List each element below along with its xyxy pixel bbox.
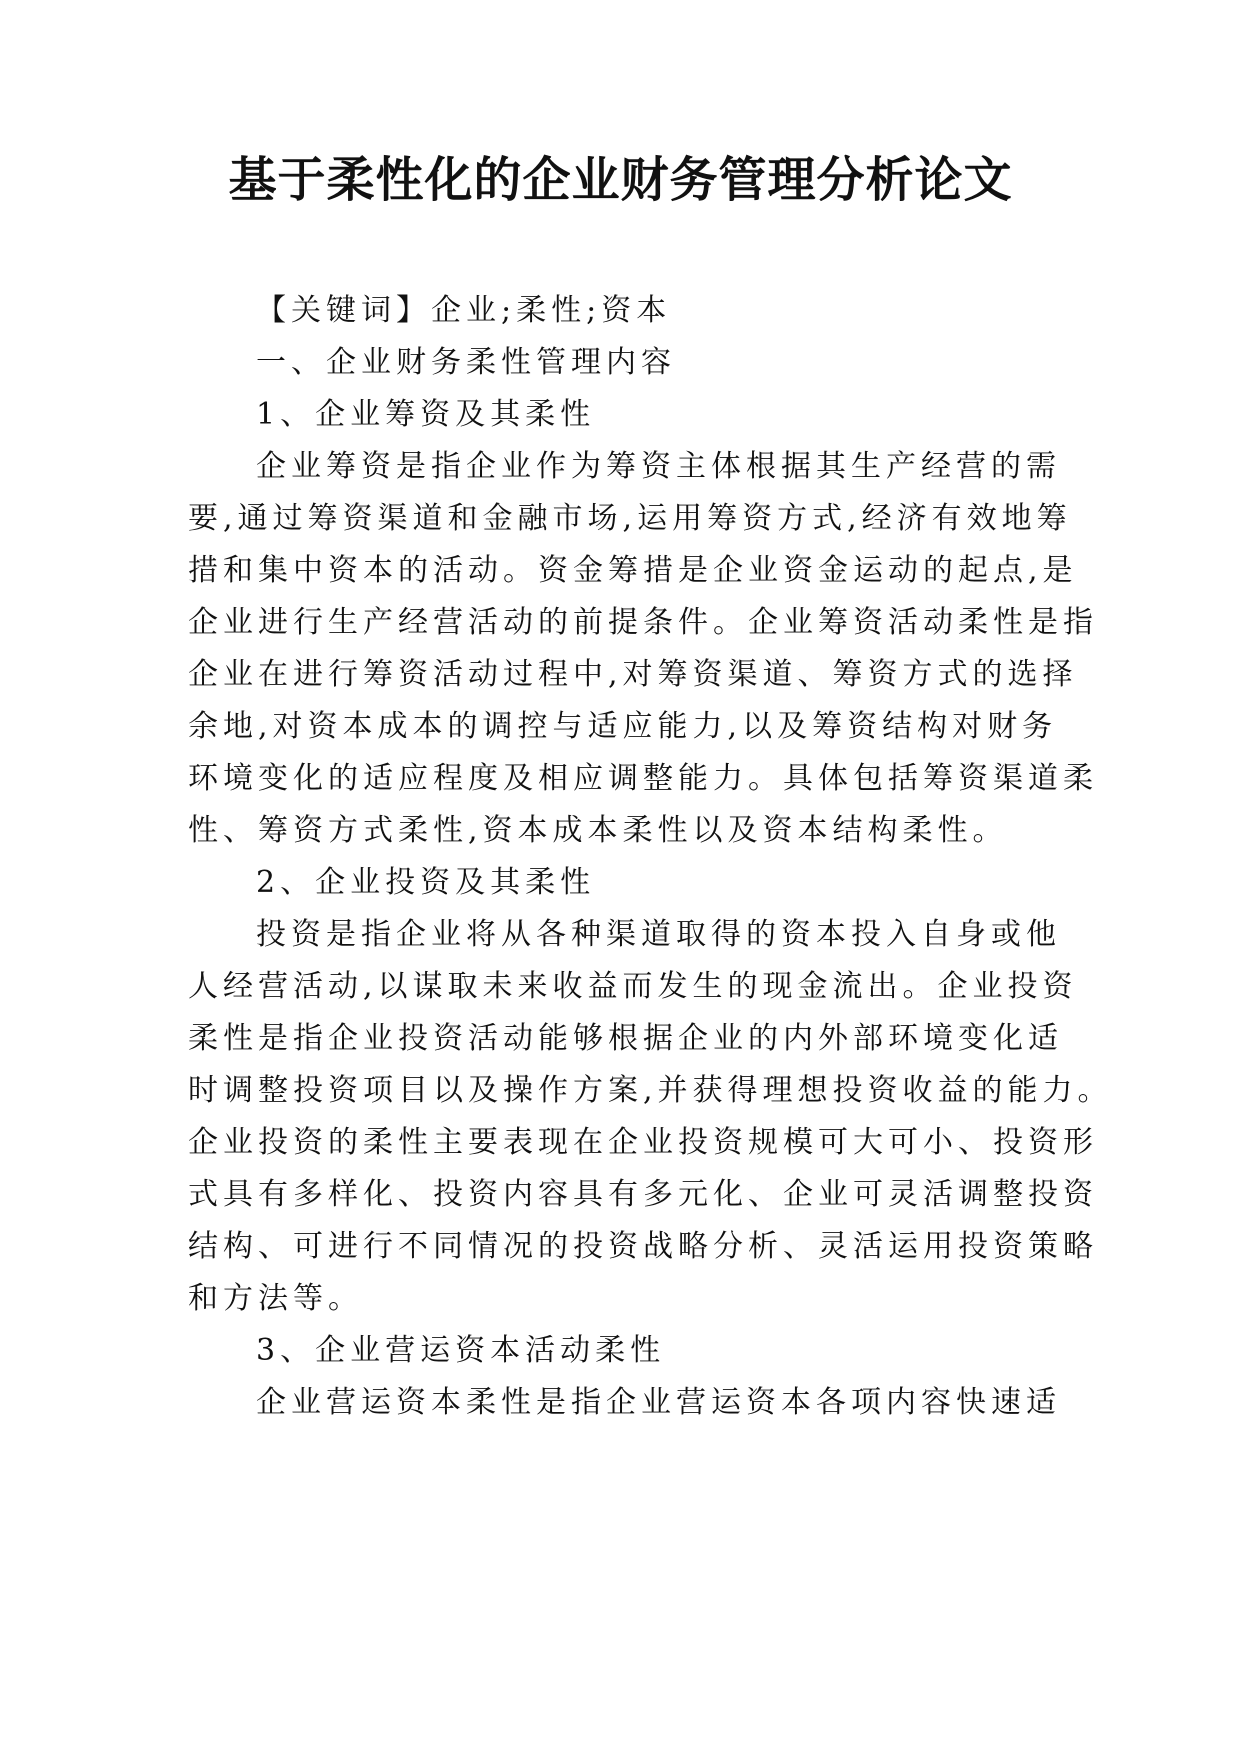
paragraph-line: 企业在进行筹资活动过程中,对筹资渠道、筹资方式的选择 bbox=[188, 657, 1078, 692]
subsection-heading: 3、企业营运资本活动柔性 bbox=[256, 1333, 666, 1368]
paragraph-line: 结构、可进行不同情况的投资战略分析、灵活运用投资策略 bbox=[188, 1229, 1098, 1264]
paragraph-line: 性、筹资方式柔性,资本成本柔性以及资本结构柔性。 bbox=[188, 813, 1008, 848]
subsection-heading: 2、企业投资及其柔性 bbox=[256, 865, 596, 900]
paragraph-line: 企业进行生产经营活动的前提条件。企业筹资活动柔性是指 bbox=[188, 605, 1098, 640]
document-body bbox=[188, 285, 1113, 1429]
paragraph-line: 余地,对资本成本的调控与适应能力,以及筹资结构对财务 bbox=[188, 709, 1058, 744]
paragraph-line: 要,通过筹资渠道和金融市场,运用筹资方式,经济有效地筹 bbox=[188, 501, 1072, 536]
paragraph-line: 式具有多样化、投资内容具有多元化、企业可灵活调整投资 bbox=[188, 1177, 1098, 1212]
section-heading: 一、企业财务柔性管理内容 bbox=[256, 345, 676, 380]
paragraph-line: 和方法等。 bbox=[188, 1281, 363, 1316]
paragraph-line: 柔性是指企业投资活动能够根据企业的内外部环境变化适 bbox=[188, 1021, 1063, 1056]
paragraph-investment bbox=[188, 909, 1113, 1325]
paragraph-line: 人经营活动,以谋取未来收益而发生的现金流出。企业投资 bbox=[188, 969, 1078, 1004]
paragraph-line: 企业投资的柔性主要表现在企业投资规模可大可小、投资形 bbox=[188, 1125, 1098, 1160]
paragraph-financing bbox=[188, 441, 1098, 857]
paragraph-line: 环境变化的适应程度及相应调整能力。具体包括筹资渠道柔 bbox=[188, 761, 1098, 796]
keywords-line: 【关键词】企业;柔性;资本 bbox=[256, 293, 672, 328]
document-title: 基于柔性化的企业财务管理分析论文 bbox=[228, 152, 1013, 208]
paragraph-working-capital bbox=[188, 1377, 1061, 1429]
paragraph-line: 企业筹资是指企业作为筹资主体根据其生产经营的需 bbox=[256, 449, 1061, 484]
subsection-heading: 1、企业筹资及其柔性 bbox=[256, 397, 596, 432]
paragraph-line: 投资是指企业将从各种渠道取得的资本投入自身或他 bbox=[256, 917, 1061, 952]
paragraph-line: 措和集中资本的活动。资金筹措是企业资金运动的起点,是 bbox=[188, 553, 1078, 588]
paragraph-line: 时调整投资项目以及操作方案,并获得理想投资收益的能力。 bbox=[188, 1073, 1113, 1108]
paragraph-line: 企业营运资本柔性是指企业营运资本各项内容快速适 bbox=[256, 1385, 1061, 1420]
